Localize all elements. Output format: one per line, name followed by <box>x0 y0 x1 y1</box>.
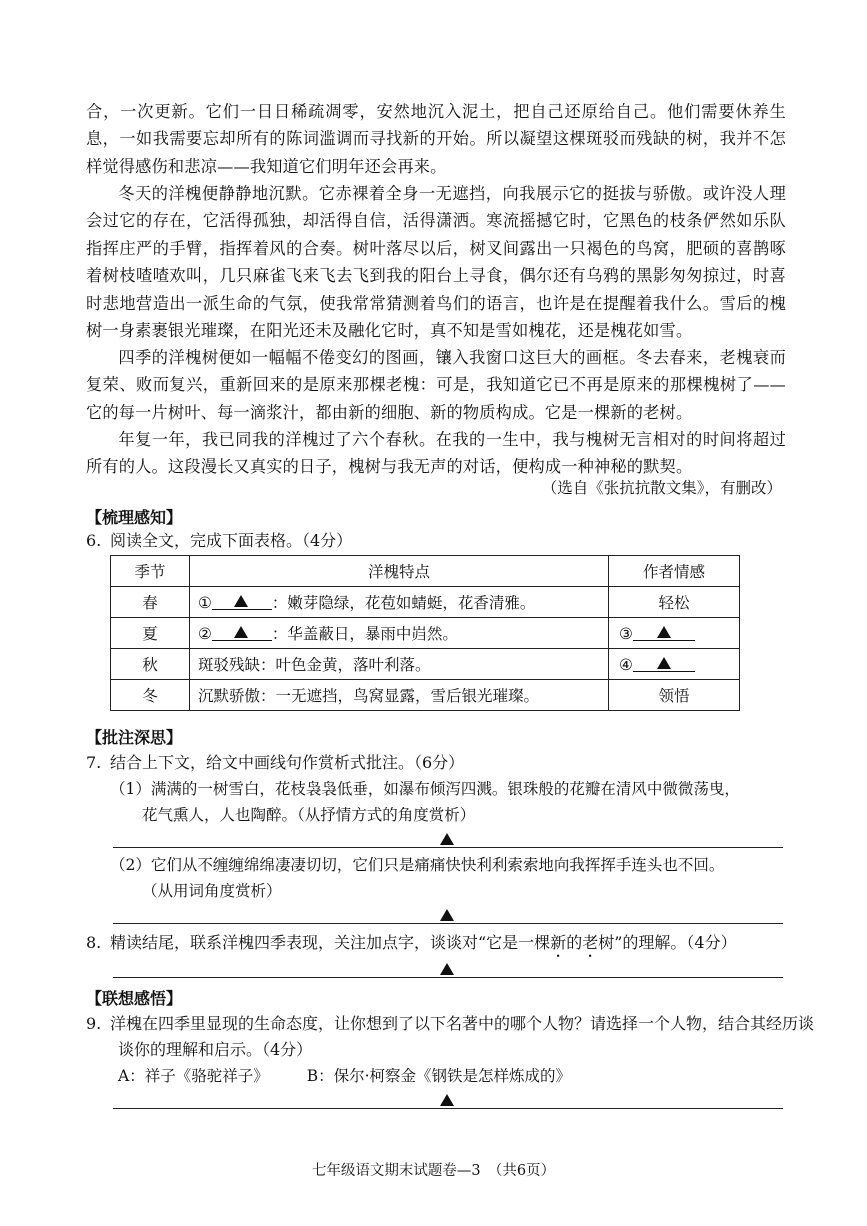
essay-source: （选自《张抗抗散文集》，有删改） <box>541 479 782 497</box>
option-b: B：保尔·柯察金《钢铁是怎样炼成的》 <box>306 1067 572 1085</box>
answer-blank-3[interactable] <box>633 624 695 641</box>
table-row <box>111 649 740 680</box>
question-text: 树”的理解。（4分） <box>598 933 737 952</box>
emotion-cell <box>609 618 740 649</box>
question-text: 洋槐在四季里显现的生命态度，让你想到了以下名著中的哪个人物？请选择一个人物，结合其经历谈谈你的理解和启示。（4分） <box>110 1014 815 1059</box>
table-row <box>111 680 740 711</box>
question-text: 的 <box>566 933 583 952</box>
question-number: 7. <box>86 753 102 772</box>
triangle-icon <box>440 833 454 845</box>
essay-paragraph-4: 年复一年，我已同我的洋槐过了六个春秋。在我的一生中，我与槐树无言相对的时间将超过所有的人。这段漫长又真实的日子，槐树与我无声的对话，便构成一种神秘的默契。 <box>86 430 786 477</box>
question-6 <box>86 528 786 554</box>
section-heading-association: 【联想感悟】 <box>86 989 183 1008</box>
essay-paragraph-1: 合，一次更新。它们一日日稀疏凋零，安然地沉入泥土，把自己还原给自己。他们需要休养生息，一如我需要忘却所有的陈词滥调而寻找新的开始。所以凝望这棵斑驳而残缺的树，我并不怎样觉得感伤和悲凉——我知道它们明年还会再来。 <box>86 102 786 176</box>
answer-blank-2[interactable] <box>212 624 272 641</box>
header-season: 季节 <box>111 556 190 587</box>
blank-number: ③ <box>619 624 633 643</box>
essay-paragraph-2: 冬天的洋槐便静静地沉默。它赤裸着全身一无遮挡，向我展示它的挺拔与骄傲。或许没人理会过它的存在，它活得孤独，却活得自信，活得潇洒。寒流摇撼它时，它黑色的枝条俨然如乐队指挥庄严的手臂，指挥着风的合奏。树叶落尽以后，树叉间露出一只褐色的鸟窝，肥硕的喜鹊啄着树枝喳喳欢叫，几只麻雀飞来飞去飞到我的阳台上寻食，偶尔还有乌鸦的黑影匆匆掠过，时喜时悲地营造出一派生命的气氛，使我常常猜测着鸟们的语言，也许是在提醒着我什么。雪后的槐树一身素裹银光璀璨，在阳光还未及融化它时，真不知是雪如槐花，还是槐花如雪。 <box>86 184 786 341</box>
option-a: A：祥子《骆驼祥子》 <box>118 1067 269 1085</box>
triangle-icon <box>234 626 248 638</box>
season-table <box>110 555 740 711</box>
q9-options <box>118 1063 571 1089</box>
page-footer: 七年级语文期末试题卷—3 （共6页） <box>311 1163 556 1179</box>
header-feature: 洋槐特点 <box>190 556 609 587</box>
feature-cell <box>190 587 609 618</box>
question-number: 8. <box>86 933 102 952</box>
q7-sub2-line2: （从用词角度赏析） <box>142 882 282 900</box>
feature-cell: 沉默骄傲：一无遮挡，鸟窝显露，雪后银光璀璨。 <box>190 680 609 711</box>
answer-blank-4[interactable] <box>633 655 695 672</box>
answer-line-q7-2[interactable] <box>113 923 783 924</box>
section-heading-annotation: 【批注深思】 <box>86 728 183 747</box>
answer-line-q9[interactable] <box>113 1108 783 1109</box>
question-number: 9. <box>86 1014 102 1033</box>
blank-number: ④ <box>619 655 633 674</box>
season-cell: 冬 <box>111 680 190 711</box>
section-heading-perception: 【梳理感知】 <box>86 508 183 527</box>
answer-line-q8[interactable] <box>113 977 783 978</box>
triangle-icon <box>440 963 454 975</box>
emotion-cell <box>609 649 740 680</box>
q7-sub2-line1: （2）它们从不缠缠绵绵凄凄切切，它们只是痛痛快快利利索索地向我挥挥手连头也不回。 <box>110 856 725 874</box>
question-text: 阅读全文，完成下面表格。（4分） <box>110 531 353 550</box>
question-text: 精读结尾，联系洋槐四季表现，关注加点字，谈谈对“它是一棵 <box>110 933 551 952</box>
feature-cell <box>190 618 609 649</box>
season-cell: 秋 <box>111 649 190 680</box>
emotion-cell: 领悟 <box>609 680 740 711</box>
dotted-char: 老 <box>582 933 599 952</box>
table-row <box>111 618 740 649</box>
season-cell: 春 <box>111 587 190 618</box>
feature-cell: 斑驳残缺：叶色金黄，落叶利落。 <box>190 649 609 680</box>
season-cell: 夏 <box>111 618 190 649</box>
table-header-row <box>111 556 740 587</box>
answer-line-q7-1[interactable] <box>113 847 783 848</box>
triangle-icon <box>440 909 454 921</box>
question-text: 结合上下文，给文中画线句作赏析式批注。（6分） <box>110 753 465 772</box>
header-emotion: 作者情感 <box>609 556 740 587</box>
feature-text: ：华盖蔽日，暴雨中岿然。 <box>271 625 458 643</box>
question-number: 6. <box>86 531 102 550</box>
dotted-char: 新 <box>550 933 567 952</box>
table-row <box>111 587 740 618</box>
triangle-icon <box>657 657 671 669</box>
q7-sub1-line1: （1）满满的一树雪白，花枝袅袅低垂，如瀑布倾泻四溅。银珠般的花瓣在清风中微微荡曳， <box>110 780 740 798</box>
question-8 <box>86 930 786 961</box>
blank-number: ② <box>198 625 212 643</box>
blank-number: ① <box>198 594 212 612</box>
question-7 <box>86 750 786 776</box>
triangle-icon <box>440 1094 454 1106</box>
triangle-icon <box>234 595 248 607</box>
q7-sub1-line2: 花气熏人，人也陶醉。（从抒情方式的角度赏析） <box>142 806 476 824</box>
emotion-cell: 轻松 <box>609 587 740 618</box>
question-9 <box>86 1011 818 1063</box>
feature-text: ：嫩芽隐绿，花苞如蜻蜓，花香清雅。 <box>271 594 536 612</box>
triangle-icon <box>657 626 671 638</box>
essay-paragraph-3: 四季的洋槐树便如一幅幅不倦变幻的图画，镶入我窗口这巨大的画框。冬去春来，老槐衰而复荣、败而复兴，重新回来的是原来那棵老槐：可是，我知道它已不再是原来的那棵槐树了——它的每一片树叶、每一滴浆汁，都由新的细胞、新的物质构成。它是一棵新的老树。 <box>86 348 786 422</box>
answer-blank-1[interactable] <box>212 593 272 610</box>
